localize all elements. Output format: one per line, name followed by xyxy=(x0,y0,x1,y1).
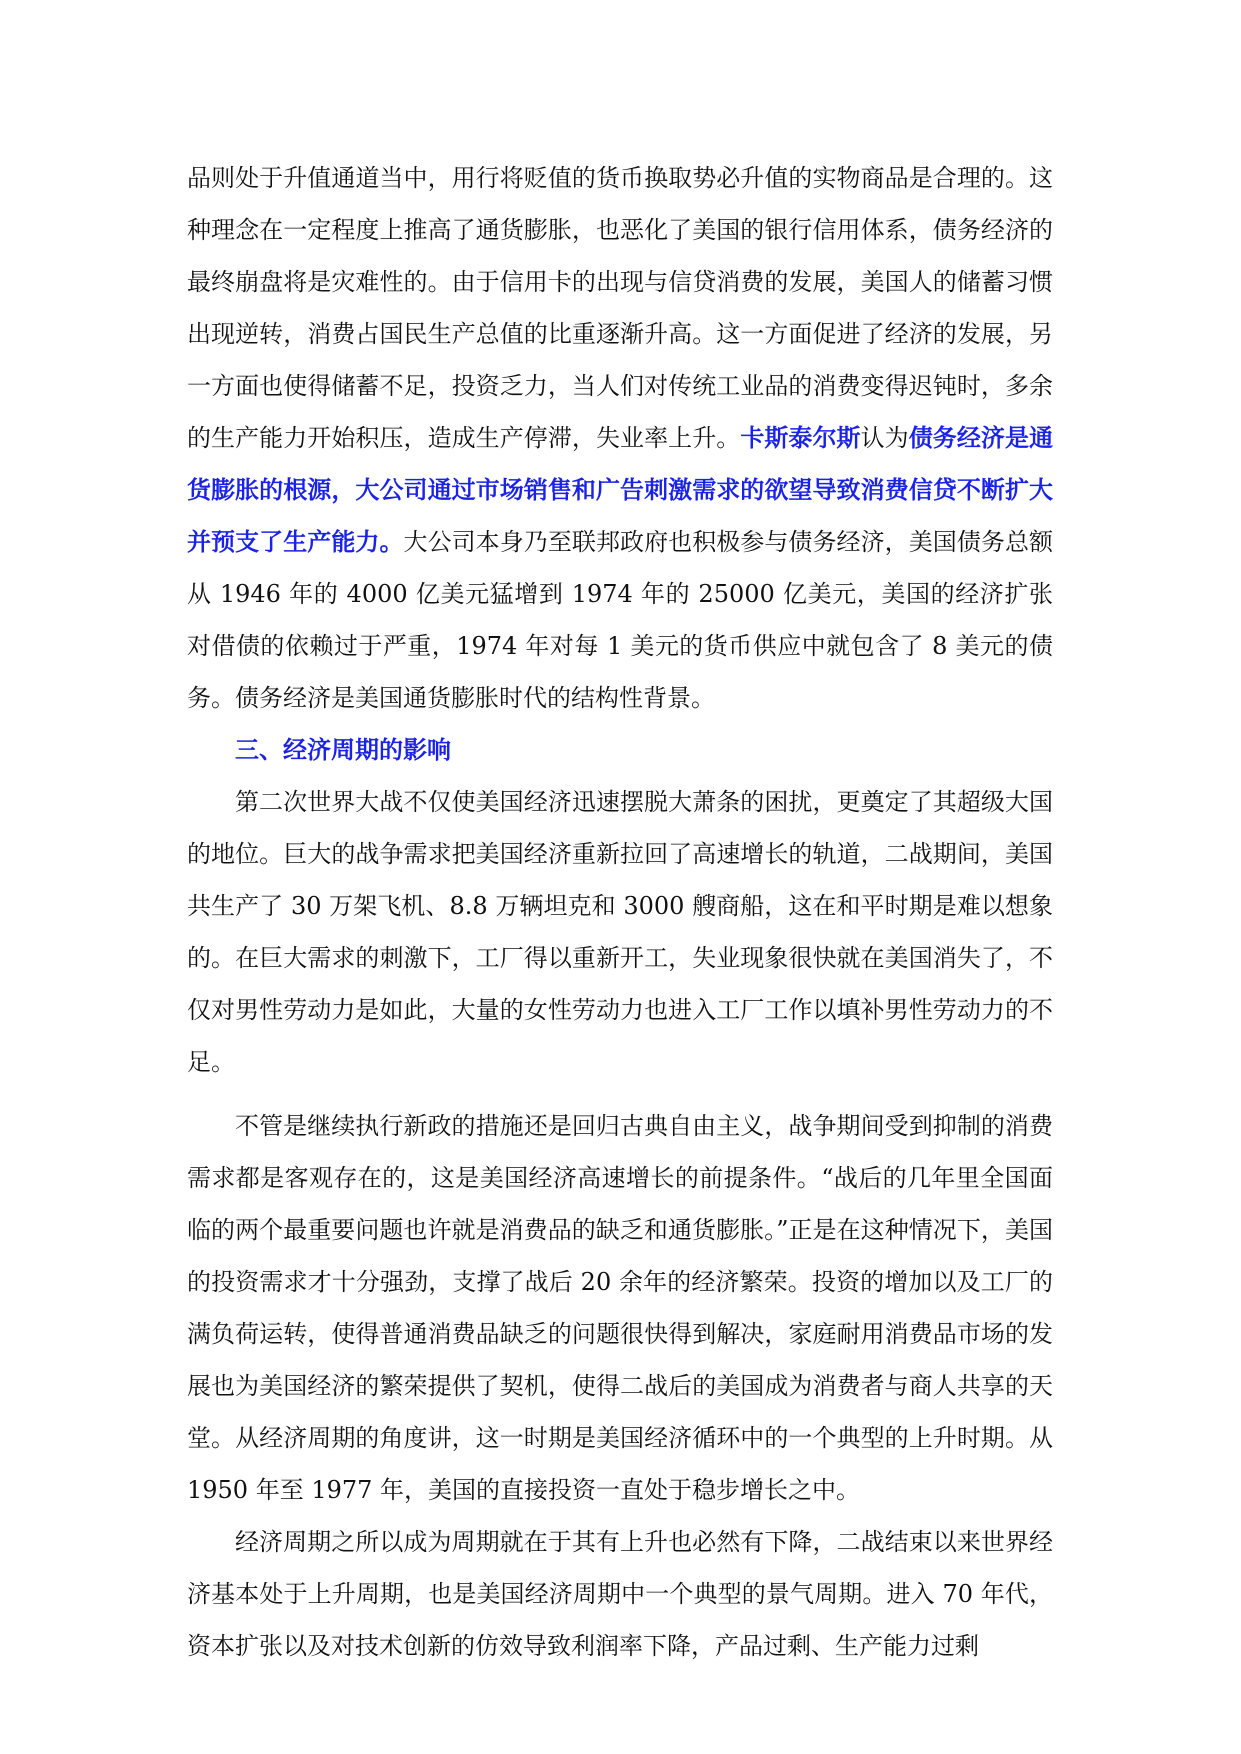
document-body xyxy=(187,152,1053,1672)
highlight-name: 卡斯泰尔斯 xyxy=(740,423,861,452)
paragraph-1-text-c: 大公司本身乃至联邦政府也积极参与债务经济，美国债务总额从 1946 年的 4000 亿美元猛增到 1974 年的 25000 亿美元，美国的经济扩张对借债的依赖过于严重，1974 年对每 1 美元的货币供应中就包含了 8 美元的债务。债务经济是美国通货膨胀时代的结构性背景。 xyxy=(187,528,1053,712)
paragraph-1-text-b: 认为 xyxy=(860,424,909,452)
paragraph-4: 经济周期之所以成为周期就在于其有上升也必然有下降，二战结束以来世界经济基本处于上升周期，也是美国经济周期中一个典型的景气周期。进入 70 年代，资本扩张以及对技术创新的仿效导致利润率下降，产品过剩、生产能力过剩 xyxy=(187,1528,1053,1660)
paragraph-2: 第二次世界大战不仅使美国经济迅速摆脱大萧条的困扰，更奠定了其超级大国的地位。巨大的战争需求把美国经济重新拉回了高速增长的轨道，二战期间，美国共生产了 30 万架飞机、8.8 万辆坦克和 3000 艘商船，这在和平时期是难以想象的。在巨大需求的刺激下，工厂得以重新开工，失业现象很快就在美国消失了，不仅对男性劳动力是如此，大量的女性劳动力也进入工厂工作以填补男性劳动力的不足。 xyxy=(187,788,1053,1076)
paragraph-1-text-a: 品则处于升值通道当中，用行将贬值的货币换取势必升值的实物商品是合理的。这种理念在一定程度上推高了通货膨胀，也恶化了美国的银行信用体系，债务经济的最终崩盘将是灾难性的。由于信用卡的出现与信贷消费的发展，美国人的储蓄习惯出现逆转，消费占国民生产总值的比重逐渐升高。这一方面促进了经济的发展，另一方面也使得储蓄不足，投资乏力，当人们对传统工业品的消费变得迟钝时，多余的生产能力开始积压，造成生产停滞，失业率上升。 xyxy=(187,164,1053,452)
paragraph-3: 不管是继续执行新政的措施还是回归古典自由主义，战争期间受到抑制的消费需求都是客观存在的，这是美国经济高速增长的前提条件。“战后的几年里全国面临的两个最重要问题也许就是消费品的缺乏和通货膨胀。”正是在这种情况下，美国的投资需求才十分强劲，支撑了战后 20 余年的经济繁荣。投资的增加以及工厂的满负荷运转，使得普通消费品缺乏的问题很快得到解决，家庭耐用消费品市场的发展也为美国经济的繁荣提供了契机，使得二战后的美国成为消费者与商人共享的天堂。从经济周期的角度讲，这一时期是美国经济循环中的一个典型的上升时期。从 1950 年至 1977 年，美国的直接投资一直处于稳步增长之中。 xyxy=(187,1112,1053,1504)
paragraph-1 xyxy=(187,152,1053,724)
highlight-claim: 债务经济是通货膨胀的根源，大公司通过市场销售和广告刺激需求的欲望导致消费信贷不断扩大并预支了生产能力。 xyxy=(187,423,1054,556)
section-heading: 三、经济周期的影响 xyxy=(235,735,451,764)
